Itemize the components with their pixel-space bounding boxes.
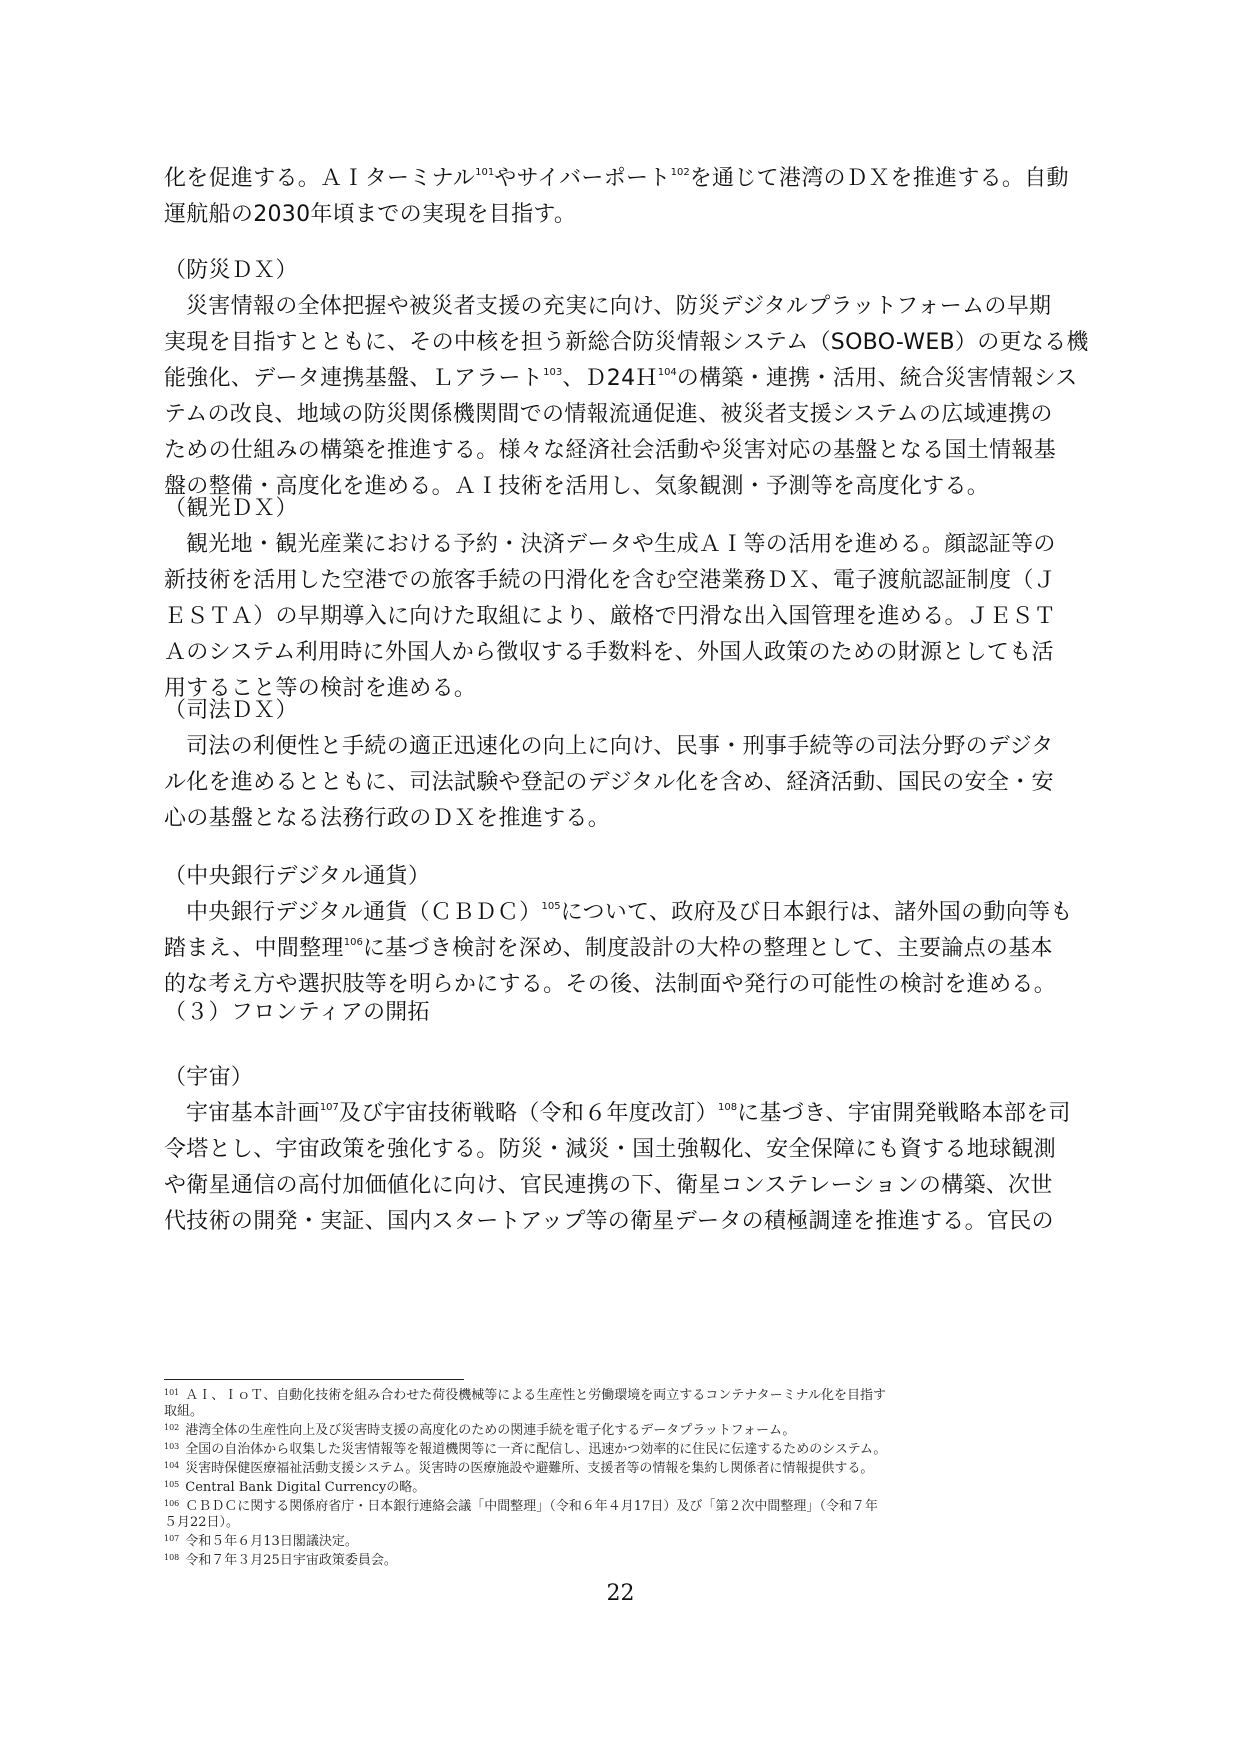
section-judicial-dx — [164, 693, 1076, 837]
footnote-107: $^{107}$ 令和５年６月13日閣議決定。 — [164, 1534, 358, 1549]
text-line: 運航船の2030年頃までの実現を目指す。 — [164, 202, 577, 227]
footnote-ref[interactable]: 108 — [718, 1102, 738, 1113]
text-line: ＥＳＴＡ）の早期導入に向けた取組により、厳格で円滑な出入国管理を進める。ＪＥＳＴ — [164, 604, 1057, 629]
text-line: 中央銀行デジタル通貨（ＣＢＤＣ）$^{105}$について、政府及び日本銀行は、諸外国の動向等も — [186, 900, 1073, 925]
footnote-102: $^{102}$ 港湾全体の生産性向上及び災害時支援の高度化のための関連手続を電子化するデータプラットフォーム。 — [164, 1423, 796, 1438]
footnote-ref[interactable]: 105 — [541, 901, 561, 912]
text-line: 災害情報の全体把握や被災者支援の充実に向け、防災デジタルプラットフォームの早期 — [186, 294, 1052, 319]
footnote-ref[interactable]: 106 — [343, 937, 363, 948]
footnote-ref[interactable]: 103 — [543, 367, 563, 378]
section-disaster-dx — [164, 253, 1089, 505]
section-heading: （３）フロンティアの開拓 — [164, 1000, 430, 1025]
text-line: 実現を目指すとともに、その中核を担う新総合防災情報システム（SOBO-WEB）の更なる機 — [164, 330, 1089, 355]
footnote-ref[interactable]: 107 — [319, 1102, 339, 1113]
text-line: や衛星通信の高付加価値化に向け、官民連携の下、衛星コンステレーションの構築、次世 — [164, 1173, 1053, 1198]
text-line: 踏まえ、中間整理$^{106}$に基づき検討を深め、制度設計の大枠の整理として、主要論点の基本 — [164, 936, 1053, 961]
paragraph-port-dx-continuation — [164, 161, 1076, 233]
text-line: 宇宙基本計画$^{107}$及び宇宙技術戦略（令和６年度改訂）$^{108}$に基づき、宇宙開発戦略本部を司 — [186, 1101, 1071, 1126]
text-line: 盤の整備・高度化を進める。ＡＩ技術を活用し、気象観測・予測等を高度化する。 — [164, 474, 990, 499]
text-line: 心の基盤となる法務行政のＤＸを推進する。 — [164, 806, 611, 831]
section-frontier — [164, 995, 1076, 1031]
footnotes — [164, 1385, 1076, 1569]
section-heading: （司法ＤＸ） — [164, 698, 298, 723]
text-line: 令塔とし、宇宙政策を強化する。防災・減災・国土強靱化、安全保障にも資する地球観測 — [164, 1137, 1057, 1162]
footnote-ref[interactable]: 104 — [657, 367, 677, 378]
footnote-106: $^{106}$ ＣＢＤＣに関する関係府省庁・日本銀行連絡会議「中間整理」（令和６年４月17日）及び「第２次中間整理」（令和７年 — [164, 1499, 878, 1514]
footnote-103: $^{103}$ 全国の自治体から収集した災害情報等を報道機関等に一斉に配信し、迅速かつ効率的に住民に伝達するためのシステム。 — [164, 1442, 887, 1457]
text-line: 化を促進する。ＡＩターミナル$^{101}$やサイバーポート$^{102}$を通じて港湾のＤＸを推進する。自動 — [164, 166, 1069, 191]
text-line: ための仕組みの構築を推進する。様々な経済社会活動や災害対応の基盤となる国土情報基 — [164, 438, 1057, 463]
footnote-101-cont: 取組。 — [164, 1404, 204, 1419]
footnote-105: $^{105}$ Central Bank Digital Currencyの略。 — [164, 1480, 426, 1495]
text-line: 観光地・観光産業における予約・決済データや生成ＡＩ等の活用を進める。顔認証等の — [186, 532, 1056, 557]
text-line: ル化を進めるとともに、司法試験や登記のデジタル化を含め、経済活動、国民の安全・安 — [164, 770, 1054, 795]
footnote-ref[interactable]: 101 — [475, 167, 495, 178]
footnote-108: $^{108}$ 令和７年３月25日宇宙政策委員会。 — [164, 1553, 397, 1568]
text-line: 能強化、データ連携基盤、Ｌアラート$^{103}$、Ｄ24Ｈ$^{104}$の構築・連携・活用、統合災害情報シス — [164, 366, 1078, 391]
page-number: 22 — [606, 1581, 635, 1606]
footnote-106-cont: ５月22日）。 — [164, 1515, 240, 1530]
section-cbdc — [164, 859, 1076, 1003]
text-line: 司法の利便性と手続の適正迅速化の向上に向け、民事・刑事手続等の司法分野のデジタ — [186, 734, 1054, 759]
text-line: 的な考え方や選択肢等を明らかにする。その後、法制面や発行の可能性の検討を進める。 — [164, 972, 1057, 997]
text-line: テムの改良、地域の防災関係機関間での情報流通促進、被災者支援システムの広域連携の — [164, 402, 1053, 427]
text-line: 代技術の開発・実証、国内スタートアップ等の衛星データの積極調達を推進する。官民の — [164, 1209, 1054, 1234]
section-tourism-dx — [164, 491, 1076, 707]
section-heading: （観光ＤＸ） — [164, 496, 298, 521]
section-heading: （中央銀行デジタル通貨） — [164, 864, 431, 889]
footnote-101: $^{101}$ ＡＩ、ＩｏＴ、自動化技術を組み合わせた荷役機械等による生産性と労働環境を両立するコンテナターミナル化を目指す — [164, 1388, 886, 1403]
footnote-104: $^{104}$ 災害時保健医療福祉活動支援システム。災害時の医療施設や避難所、支援者等の情報を集約し関係者に情報提供する。 — [164, 1461, 874, 1476]
text-line: 新技術を活用した空港での旅客手続の円滑化を含む空港業務ＤＸ、電子渡航認証制度（Ｊ — [164, 568, 1057, 593]
text-line: 用すること等の検討を進める。 — [164, 676, 477, 701]
footnote-separator — [164, 1379, 464, 1380]
section-heading: （防災ＤＸ） — [164, 258, 298, 283]
section-space — [164, 1060, 1076, 1240]
text-line: Ａのシステム利用時に外国人から徴収する手数料を、外国人政策のための財源としても活 — [164, 640, 1054, 665]
footnote-ref[interactable]: 102 — [670, 167, 690, 178]
section-heading: （宇宙） — [164, 1065, 254, 1090]
